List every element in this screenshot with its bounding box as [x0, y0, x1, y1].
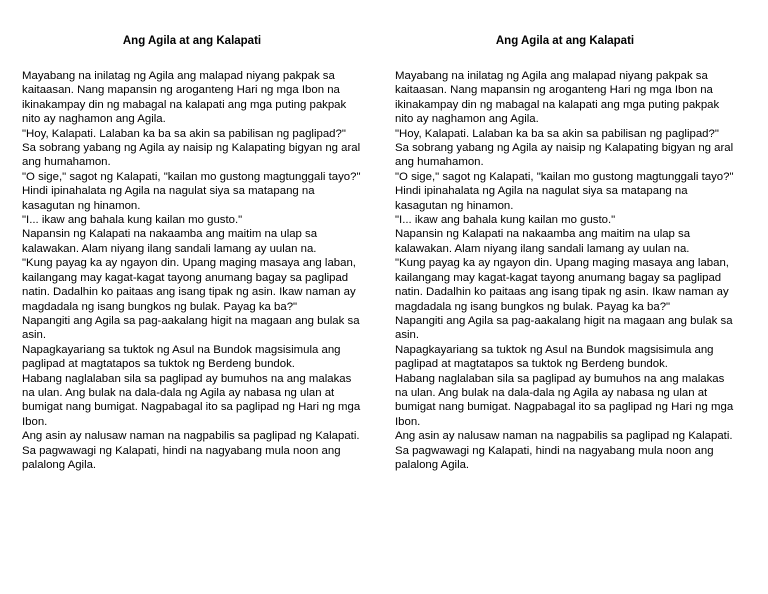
paragraph: Napagkayariang sa tuktok ng Asul na Bundok magsisimula ang paglipad at magtatapos sa tuktok ng Berdeng bundok.	[22, 343, 341, 371]
story-body	[22, 69, 362, 472]
left-column	[22, 34, 362, 472]
paragraph: Ang asin ay nalusaw naman na nagpabilis sa paglipad ng Kalapati.	[395, 430, 733, 443]
paragraph: "O sige," sagot ng Kalapati, "kailan mo gustong magtunggali tayo?"	[395, 170, 734, 183]
story-title: Ang Agila at ang Kalapati	[495, 35, 635, 47]
paragraph: Sa pagwawagi ng Kalapati, hindi na nagyabang mula noon ang palalong Agila.	[395, 444, 714, 471]
paragraph: "Kung payag ka ay ngayon din. Upang maging masaya ang laban, kailangang may kagat-kagat tayong anumang bagay sa paglipad natin. Dadalhin ko paitaas ang isang tipak ng asin. Ikaw naman ay magdadala ng isang bungkos ng bulak. Payag ka ba?"	[22, 257, 356, 313]
paragraph: Napansin ng Kalapati na nakaamba ang maitim na ulap sa kalawakan. Alam niyang ilang sandali lamang ay uulan na.	[22, 228, 318, 255]
paragraph: Mayabang na inilatag ng Agila ang malapad niyang pakpak sa kaitaasan. Nang mapansin ng aroganteng Hari ng mga Ibon na ikinakampay din ng mabagal na kalapati ang mga puting pakpak nito ay naghamon ang Agila.	[22, 70, 347, 126]
right-column	[395, 34, 735, 472]
paragraph: "O sige," sagot ng Kalapati, "kailan mo gustong magtunggali tayo?"	[22, 170, 361, 183]
paragraph: Napangiti ang Agila sa pag-aakalang higit na magaan ang bulak sa asin.	[395, 314, 733, 342]
story-body	[395, 69, 735, 472]
paragraph: Habang naglalaban sila sa paglipad ay bumuhos na ang malakas na ulan. Ang bulak na dala-dala ng Agila ay nabasa ng ulan at bumigat nang bumigat. Nagpabagal ito sa paglipad ng Hari ng mga Ibon.	[22, 372, 361, 428]
story-title: Ang Agila at ang Kalapati	[122, 35, 262, 47]
paragraph: Sa pagwawagi ng Kalapati, hindi na nagyabang mula noon ang palalong Agila.	[22, 444, 341, 471]
paragraph: "Hoy, Kalapati. Lalaban ka ba sa akin sa pabilisan ng paglipad?" Sa sobrang yabang ng Agila ay naisip ng Kalapating bigyan ng aral ang humahamon.	[395, 127, 734, 169]
paragraph: Napansin ng Kalapati na nakaamba ang maitim na ulap sa kalawakan. Alam niyang ilang sandali lamang ay uulan na.	[395, 228, 691, 255]
paragraph: Hindi ipinahalata ng Agila na nagulat siya sa matapang na kasagutan ng hinamon.	[395, 185, 688, 212]
paragraph: "I... ikaw ang bahala kung kailan mo gusto."	[395, 214, 616, 227]
paragraph: Mayabang na inilatag ng Agila ang malapad niyang pakpak sa kaitaasan. Nang mapansin ng aroganteng Hari ng mga Ibon na ikinakampay din ng mabagal na kalapati ang mga puting pakpak nito ay naghamon ang Agila.	[395, 70, 720, 126]
paragraph: Habang naglalaban sila sa paglipad ay bumuhos na ang malakas na ulan. Ang bulak na dala-dala ng Agila ay nabasa ng ulan at bumigat nang bumigat. Nagpabagal ito sa paglipad ng Hari ng mga Ibon.	[395, 372, 734, 428]
paragraph: "Hoy, Kalapati. Lalaban ka ba sa akin sa pabilisan ng paglipad?" Sa sobrang yabang ng Agila ay naisip ng Kalapating bigyan ng aral ang humahamon.	[22, 127, 361, 169]
paragraph: Napangiti ang Agila sa pag-aakalang higit na magaan ang bulak sa asin.	[22, 314, 360, 342]
paragraph: Hindi ipinahalata ng Agila na nagulat siya sa matapang na kasagutan ng hinamon.	[22, 185, 315, 212]
paragraph: Ang asin ay nalusaw naman na nagpabilis sa paglipad ng Kalapati.	[22, 430, 360, 443]
paragraph: "Kung payag ka ay ngayon din. Upang maging masaya ang laban, kailangang may kagat-kagat tayong anumang bagay sa paglipad natin. Dadalhin ko paitaas ang isang tipak ng asin. Ikaw naman ay magdadala ng isang bungkos ng bulak. Payag ka ba?"	[395, 257, 729, 313]
paragraph: Napagkayariang sa tuktok ng Asul na Bundok magsisimula ang paglipad at magtatapos sa tuktok ng Berdeng bundok.	[395, 343, 714, 371]
paragraph: "I... ikaw ang bahala kung kailan mo gusto."	[22, 214, 243, 227]
